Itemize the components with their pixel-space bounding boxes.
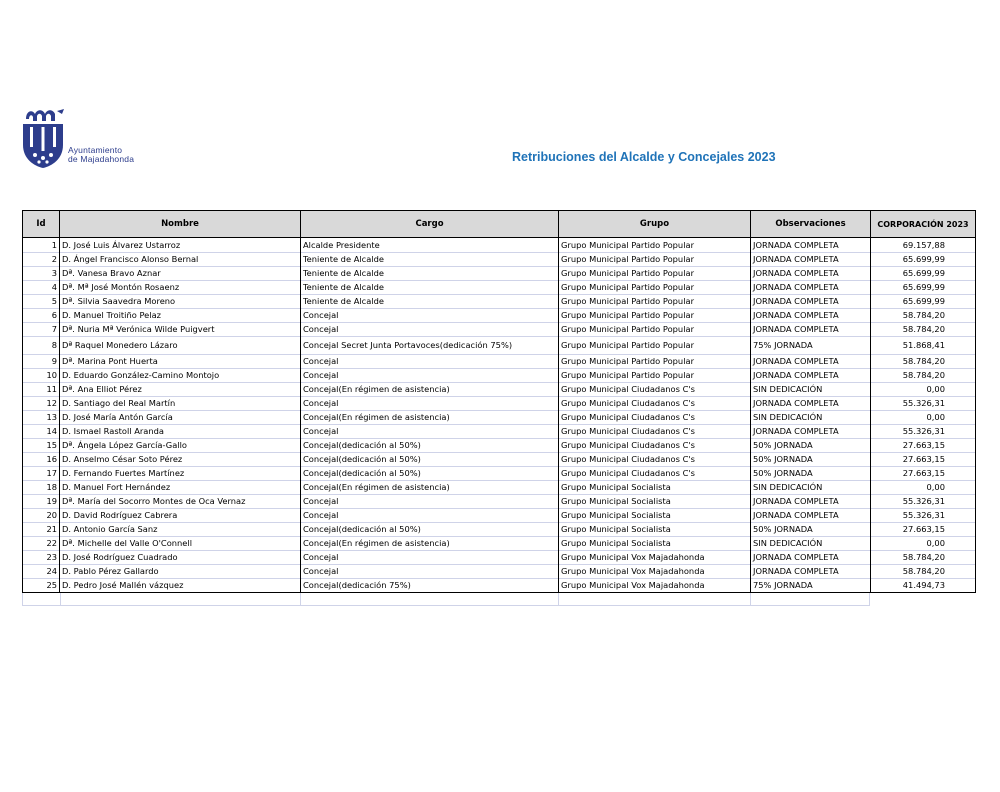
cell-importe: 69.157,88 [871,238,976,253]
table-row [23,238,976,253]
cell-nombre: Dª. Vanesa Bravo Aznar [60,267,301,281]
coat-of-arms-icon [20,105,68,169]
cell-nombre: D. José Luis Álvarez Ustarroz [60,238,301,253]
cell-id: 12 [23,397,60,411]
cell-observaciones: SIN DEDICACIÓN [751,383,871,397]
cell-observaciones: JORNADA COMPLETA [751,355,871,369]
table-row [23,523,976,537]
cell-cargo: Concejal [301,369,559,383]
cell-observaciones: JORNADA COMPLETA [751,323,871,337]
table-row [23,579,976,593]
cell-cargo: Concejal [301,495,559,509]
cell-importe: 58.784,20 [871,369,976,383]
cell-nombre: Dª. Nuria Mª Verónica Wilde Puigvert [60,323,301,337]
cell-grupo: Grupo Municipal Socialista [559,509,751,523]
cell-importe: 55.326,31 [871,495,976,509]
cell-importe: 58.784,20 [871,551,976,565]
cell-nombre: Dª. Marina Pont Huerta [60,355,301,369]
cell-cargo: Teniente de Alcalde [301,267,559,281]
cell-cargo: Concejal(dedicación al 50%) [301,467,559,481]
cell-id: 9 [23,355,60,369]
table-row [23,551,976,565]
cell-grupo: Grupo Municipal Partido Popular [559,309,751,323]
table-row [23,411,976,425]
cell-id: 4 [23,281,60,295]
cell-id: 2 [23,253,60,267]
cell-id: 10 [23,369,60,383]
header-observaciones: Observaciones [751,211,871,238]
cell-nombre: D. Ángel Francisco Alonso Bernal [60,253,301,267]
cell-grupo: Grupo Municipal Partido Popular [559,281,751,295]
cell-grupo: Grupo Municipal Socialista [559,495,751,509]
cell-importe: 58.784,20 [871,309,976,323]
cell-nombre: Dª Raquel Monedero Lázaro [60,337,301,355]
cell-importe: 55.326,31 [871,397,976,411]
cell-cargo: Concejal [301,565,559,579]
cell-id: 14 [23,425,60,439]
cell-importe: 27.663,15 [871,453,976,467]
cell-grupo: Grupo Municipal Partido Popular [559,369,751,383]
cell-observaciones: JORNADA COMPLETA [751,295,871,309]
table-row [23,309,976,323]
cell-id: 16 [23,453,60,467]
cell-cargo: Concejal(dedicación 75%) [301,579,559,593]
cell-observaciones: 50% JORNADA [751,523,871,537]
cell-observaciones: 50% JORNADA [751,439,871,453]
cell-grupo: Grupo Municipal Partido Popular [559,295,751,309]
table-row [23,383,976,397]
cell-importe: 0,00 [871,411,976,425]
table-row [23,425,976,439]
cell-grupo: Grupo Municipal Ciudadanos C's [559,425,751,439]
cell-importe: 65.699,99 [871,281,976,295]
cell-grupo: Grupo Municipal Socialista [559,481,751,495]
table-row [23,495,976,509]
cell-nombre: Dª. Ana Elliot Pérez [60,383,301,397]
cell-importe: 55.326,31 [871,425,976,439]
table-row [23,323,976,337]
cell-grupo: Grupo Municipal Vox Majadahonda [559,579,751,593]
cell-cargo: Teniente de Alcalde [301,253,559,267]
empty-cell [300,593,559,606]
cell-grupo: Grupo Municipal Ciudadanos C's [559,439,751,453]
cell-cargo: Concejal(En régimen de asistencia) [301,537,559,551]
cell-grupo: Grupo Municipal Ciudadanos C's [559,397,751,411]
cell-importe: 0,00 [871,481,976,495]
cell-cargo: Concejal [301,509,559,523]
logo-line-2: de Majadahonda [68,154,135,164]
cell-cargo: Concejal [301,397,559,411]
cell-observaciones: JORNADA COMPLETA [751,425,871,439]
cell-nombre: D. José María Antón García [60,411,301,425]
cell-cargo: Concejal(dedicación al 50%) [301,453,559,467]
retribuciones-table [22,210,976,593]
cell-cargo: Concejal [301,551,559,565]
table-row [23,509,976,523]
cell-id: 13 [23,411,60,425]
table-row [23,467,976,481]
cell-nombre: D. Antonio García Sanz [60,523,301,537]
cell-id: 21 [23,523,60,537]
cell-id: 11 [23,383,60,397]
cell-observaciones: SIN DEDICACIÓN [751,481,871,495]
ayuntamiento-logo [20,105,152,171]
cell-id: 3 [23,267,60,281]
cell-id: 8 [23,337,60,355]
cell-observaciones: JORNADA COMPLETA [751,509,871,523]
cell-cargo: Concejal(dedicación al 50%) [301,439,559,453]
cell-grupo: Grupo Municipal Partido Popular [559,323,751,337]
cell-nombre: D. Eduardo González-Camino Montojo [60,369,301,383]
empty-cell [558,593,751,606]
cell-grupo: Grupo Municipal Partido Popular [559,253,751,267]
cell-id: 19 [23,495,60,509]
cell-observaciones: JORNADA COMPLETA [751,495,871,509]
cell-id: 17 [23,467,60,481]
cell-observaciones: JORNADA COMPLETA [751,369,871,383]
cell-importe: 27.663,15 [871,439,976,453]
cell-cargo: Concejal [301,355,559,369]
cell-importe: 58.784,20 [871,355,976,369]
header-cargo: Cargo [301,211,559,238]
table-row [23,253,976,267]
cell-nombre: D. Ismael Rastoll Aranda [60,425,301,439]
table-header-row [23,211,976,238]
cell-id: 23 [23,551,60,565]
cell-cargo: Concejal(En régimen de asistencia) [301,411,559,425]
empty-cell [750,593,870,606]
cell-observaciones: JORNADA COMPLETA [751,551,871,565]
cell-nombre: D. Anselmo César Soto Pérez [60,453,301,467]
table-row [23,537,976,551]
cell-nombre: Dª. María del Socorro Montes de Oca Vernaz [60,495,301,509]
cell-id: 7 [23,323,60,337]
cell-importe: 58.784,20 [871,323,976,337]
cell-nombre: D. Santiago del Real Martín [60,397,301,411]
table-row [23,397,976,411]
cell-nombre: D. José Rodríguez Cuadrado [60,551,301,565]
cell-importe: 27.663,15 [871,523,976,537]
cell-grupo: Grupo Municipal Partido Popular [559,337,751,355]
table-row [23,355,976,369]
cell-observaciones: 75% JORNADA [751,579,871,593]
cell-grupo: Grupo Municipal Ciudadanos C's [559,467,751,481]
cell-observaciones: JORNADA COMPLETA [751,267,871,281]
cell-nombre: Dª. Silvia Saavedra Moreno [60,295,301,309]
header-id: Id [23,211,60,238]
empty-cell [22,593,61,606]
cell-cargo: Teniente de Alcalde [301,295,559,309]
cell-id: 1 [23,238,60,253]
cell-nombre: D. Manuel Troitiño Pelaz [60,309,301,323]
cell-observaciones: 50% JORNADA [751,453,871,467]
cell-id: 5 [23,295,60,309]
table-row [23,439,976,453]
cell-nombre: D. David Rodríguez Cabrera [60,509,301,523]
cell-importe: 65.699,99 [871,267,976,281]
cell-observaciones: JORNADA COMPLETA [751,397,871,411]
table-row [23,453,976,467]
cell-grupo: Grupo Municipal Partido Popular [559,355,751,369]
header-nombre: Nombre [60,211,301,238]
cell-cargo: Concejal(dedicación al 50%) [301,523,559,537]
header-corporacion: CORPORACIÓN 2023 [871,211,976,238]
cell-importe: 51.868,41 [871,337,976,355]
cell-nombre: D. Pedro José Mallén vázquez [60,579,301,593]
cell-cargo: Concejal(En régimen de asistencia) [301,383,559,397]
cell-id: 22 [23,537,60,551]
cell-cargo: Concejal Secret Junta Portavoces(dedicación 75%) [301,337,559,355]
cell-grupo: Grupo Municipal Partido Popular [559,238,751,253]
table-row [23,369,976,383]
table-row [23,295,976,309]
cell-observaciones: SIN DEDICACIÓN [751,411,871,425]
cell-id: 25 [23,579,60,593]
cell-observaciones: 75% JORNADA [751,337,871,355]
cell-id: 20 [23,509,60,523]
cell-importe: 65.699,99 [871,253,976,267]
cell-nombre: Dª. Ángela López García-Gallo [60,439,301,453]
cell-importe: 58.784,20 [871,565,976,579]
cell-grupo: Grupo Municipal Partido Popular [559,267,751,281]
cell-observaciones: JORNADA COMPLETA [751,238,871,253]
cell-cargo: Concejal [301,425,559,439]
table-row [23,481,976,495]
cell-importe: 65.699,99 [871,295,976,309]
cell-nombre: Dª. Mª José Montón Rosaenz [60,281,301,295]
cell-observaciones: 50% JORNADA [751,467,871,481]
cell-id: 24 [23,565,60,579]
cell-grupo: Grupo Municipal Vox Majadahonda [559,551,751,565]
table-row [23,281,976,295]
cell-observaciones: SIN DEDICACIÓN [751,537,871,551]
table-body [23,238,976,593]
cell-grupo: Grupo Municipal Ciudadanos C's [559,411,751,425]
cell-importe: 0,00 [871,537,976,551]
cell-nombre: Dª. Michelle del Valle O'Connell [60,537,301,551]
cell-id: 15 [23,439,60,453]
table-row [23,337,976,355]
cell-importe: 0,00 [871,383,976,397]
table-row [23,565,976,579]
header-grupo: Grupo [559,211,751,238]
cell-nombre: D. Manuel Fort Hernández [60,481,301,495]
cell-cargo: Concejal(En régimen de asistencia) [301,481,559,495]
cell-observaciones: JORNADA COMPLETA [751,309,871,323]
cell-cargo: Concejal [301,309,559,323]
page-title: Retribuciones del Alcalde y Concejales 2023 [512,150,776,164]
cell-observaciones: JORNADA COMPLETA [751,253,871,267]
logo-text [68,146,134,164]
cell-nombre: D. Fernando Fuertes Martínez [60,467,301,481]
cell-cargo: Alcalde Presidente [301,238,559,253]
cell-importe: 41.494,73 [871,579,976,593]
cell-grupo: Grupo Municipal Ciudadanos C's [559,453,751,467]
logo-line-1: Ayuntamiento [68,145,123,155]
empty-cell [59,593,301,606]
cell-nombre: D. Pablo Pérez Gallardo [60,565,301,579]
cell-cargo: Concejal [301,323,559,337]
cell-importe: 27.663,15 [871,467,976,481]
cell-importe: 55.326,31 [871,509,976,523]
cell-grupo: Grupo Municipal Socialista [559,537,751,551]
cell-grupo: Grupo Municipal Vox Majadahonda [559,565,751,579]
table-row [23,267,976,281]
cell-observaciones: JORNADA COMPLETA [751,565,871,579]
cell-id: 18 [23,481,60,495]
empty-trailing-row [22,593,870,605]
cell-cargo: Teniente de Alcalde [301,281,559,295]
cell-observaciones: JORNADA COMPLETA [751,281,871,295]
cell-grupo: Grupo Municipal Ciudadanos C's [559,383,751,397]
cell-grupo: Grupo Municipal Socialista [559,523,751,537]
cell-id: 6 [23,309,60,323]
